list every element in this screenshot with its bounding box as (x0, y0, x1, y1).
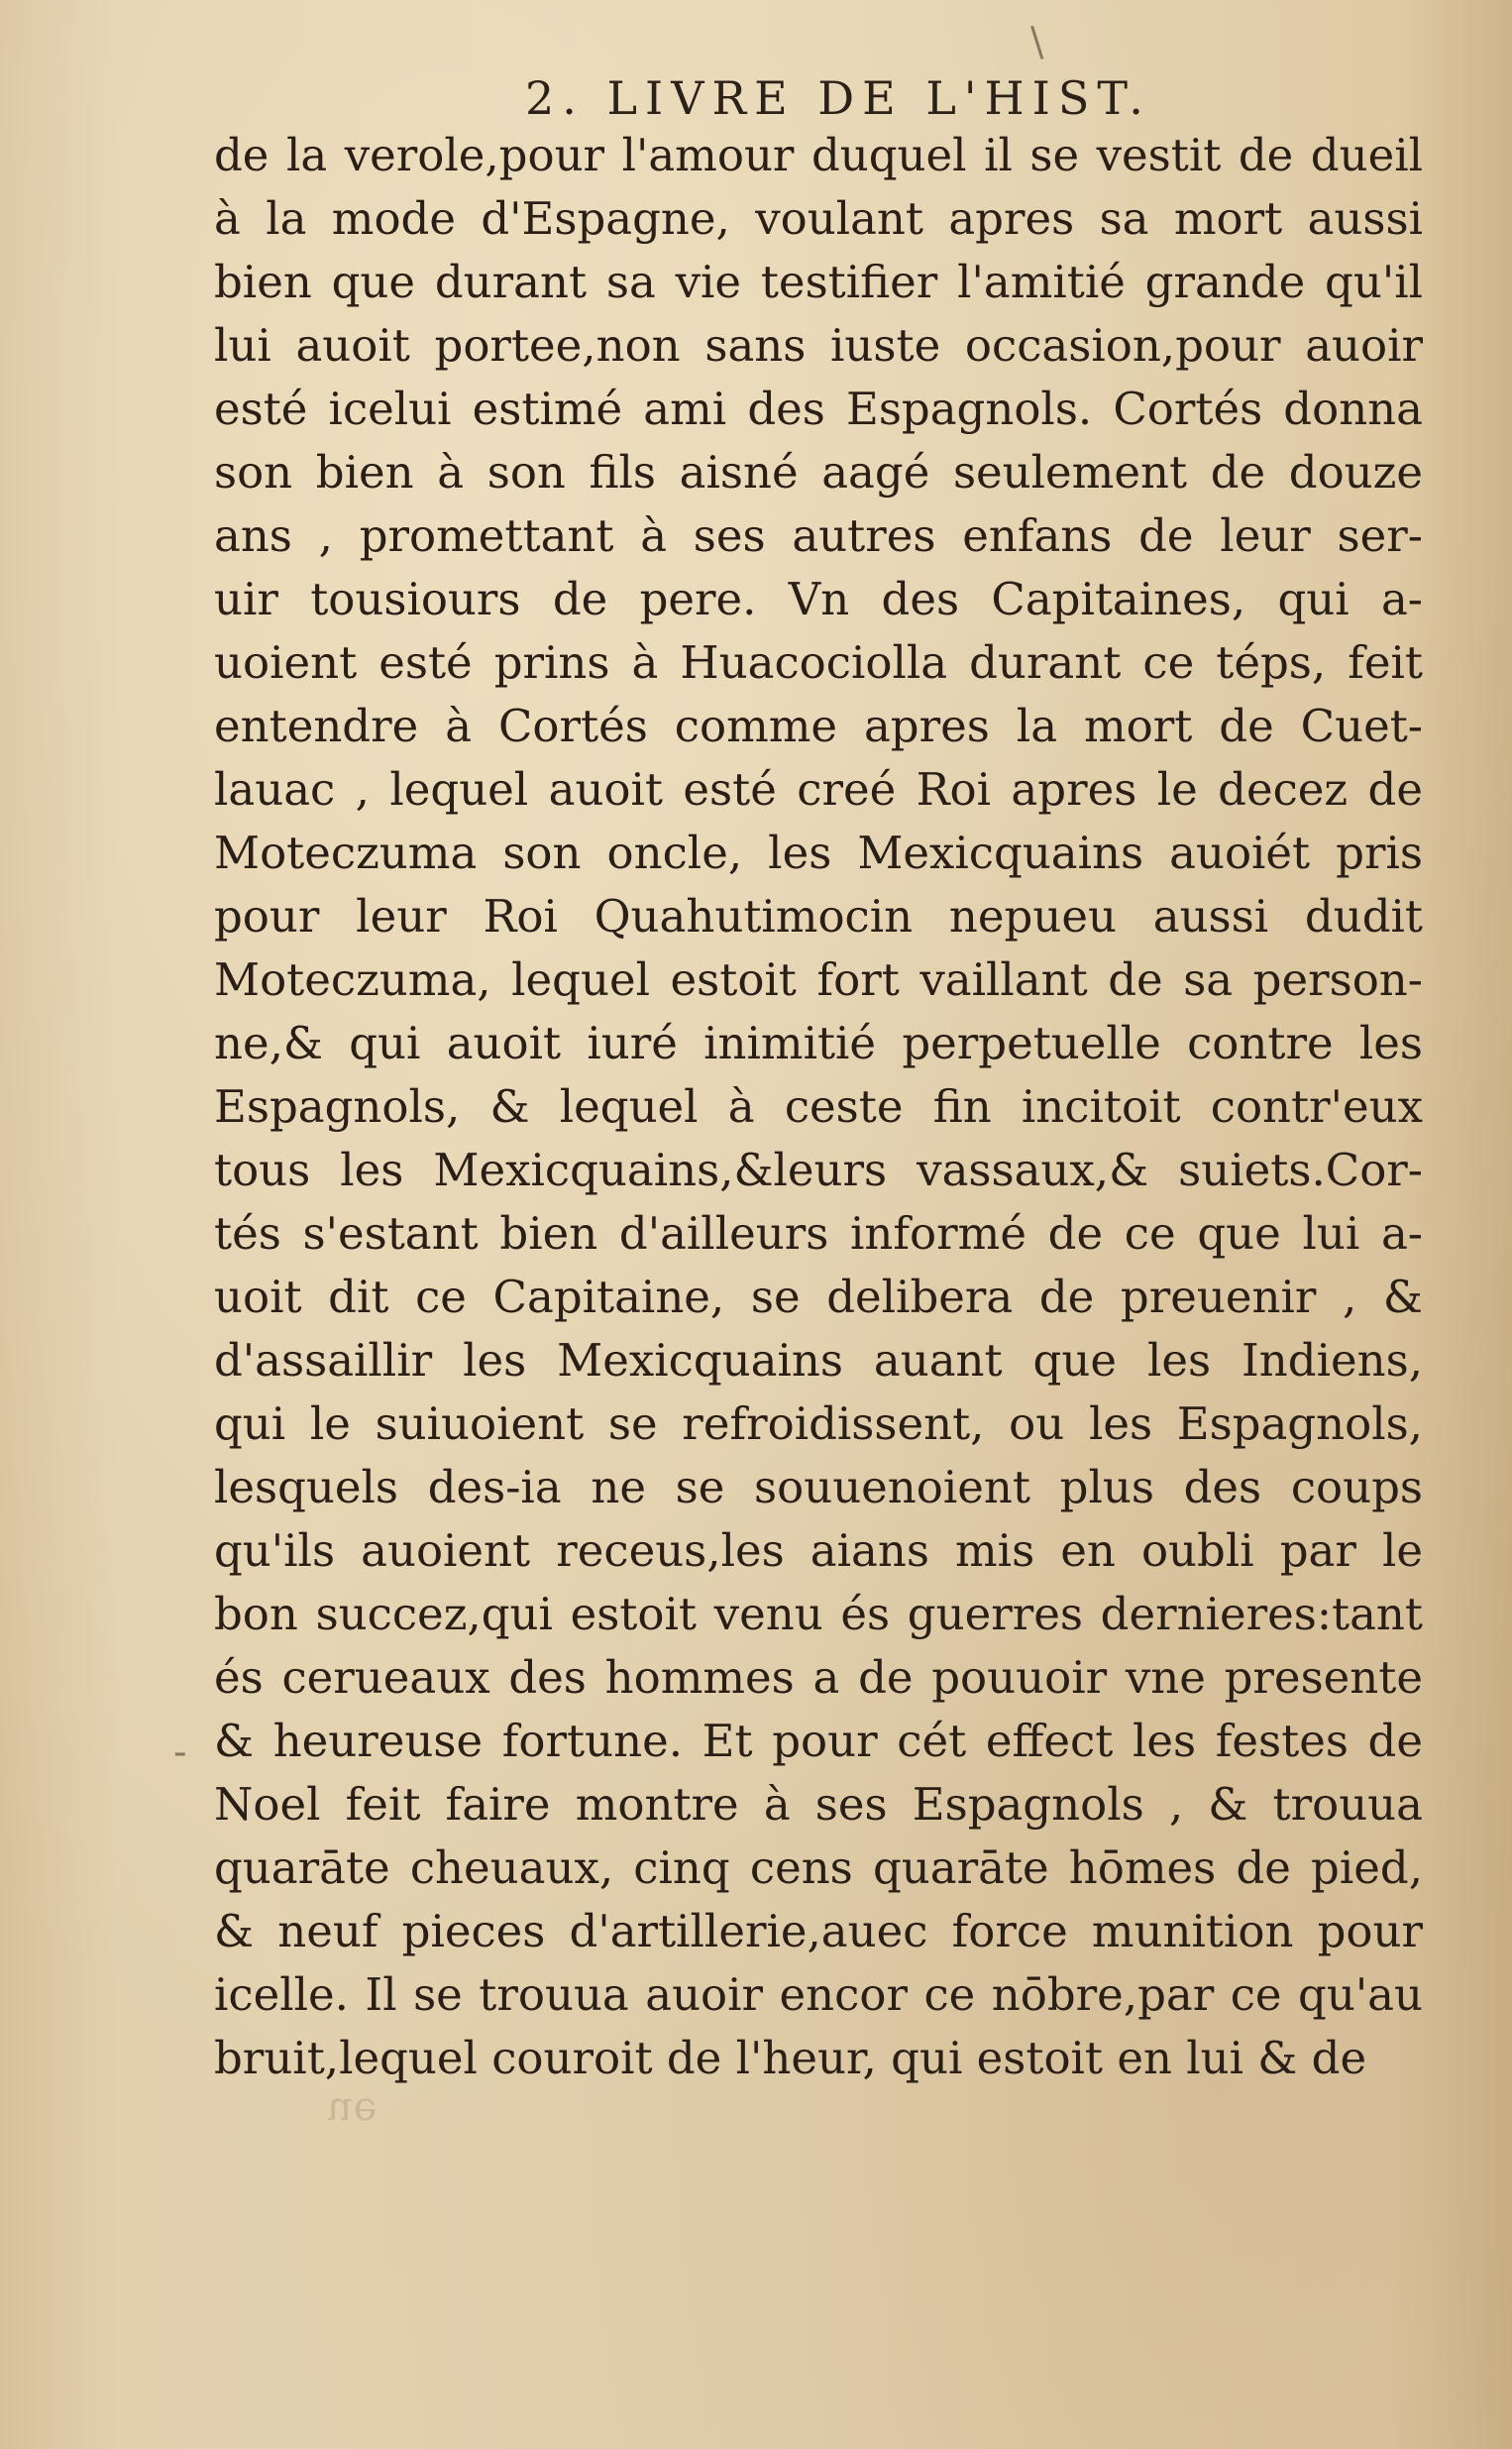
text-line: tés s'estant bien d'ailleurs informé de ce que lui a- (214, 1207, 1423, 1260)
text-line: d'assaillir les Mexicquains auant que les Indiens, (214, 1334, 1423, 1387)
text-line: Moteczuma, lequel estoit fort vaillant de sa person- (214, 953, 1423, 1006)
text-line: son bien à son fils aisné aagé seulement de douze (214, 446, 1423, 499)
text-line: entendre à Cortés comme apres la mort de Cuet- (214, 700, 1423, 752)
text-line: Noel feit faire montre à ses Espagnols , & trouua (214, 1778, 1423, 1831)
text-line: és cerueaux des hommes a de pouuoir vne presente (214, 1651, 1423, 1704)
paper-speck: \ (1030, 20, 1044, 65)
text-line: tous les Mexicquains,&leurs vassaux,& suiets.Cor- (214, 1144, 1423, 1196)
text-line: Moteczuma son oncle, les Mexicquains auoiét pris (214, 827, 1423, 879)
text-line: & neuf pieces d'artillerie,auec force munition pour (214, 1905, 1423, 1957)
body-text (214, 124, 1423, 2090)
text-line: uir tousiours de pere. Vn des Capitaines, qui a- (214, 573, 1423, 625)
text-line: icelle. Il se trouua auoir encor ce nōbre,par ce qu'au (214, 1968, 1423, 2021)
text-line: bien que durant sa vie testifier l'amitié grande qu'il (214, 256, 1423, 308)
text-line: pour leur Roi Quahutimocin nepueu aussi dudit (214, 890, 1423, 943)
text-line: uoit dit ce Capitaine, se delibera de preuenir , & (214, 1271, 1423, 1323)
text-line: quarāte cheuaux, cinq cens quarāte hōmes de pied, (214, 1841, 1423, 1894)
running-head: 2. LIVRE DE L'HIST. (525, 71, 1151, 125)
text-line: uoient esté prins à Huacociolla durant ce téps, feit (214, 636, 1423, 689)
text-line: qui le suiuoient se refroidissent, ou les Espagnols, (214, 1397, 1423, 1450)
text-line: lauac , lequel auoit esté creé Roi apres le decez de (214, 763, 1423, 816)
text-line: ans , promettant à ses autres enfans de leur ser- (214, 509, 1423, 562)
text-line: à la mode d'Espagne, voulant apres sa mort aussi (214, 192, 1423, 245)
text-line: de la verole,pour l'amour duquel il se vestit de dueil (214, 129, 1423, 181)
text-line: qu'ils auoient receus,les aians mis en oubli par le (214, 1524, 1423, 1577)
show-through-text: ue (327, 2089, 378, 2135)
text-line: lesquels des-ia ne se souuenoient plus des coups (214, 1461, 1423, 1513)
text-line: ne,& qui auoit iuré inimitié perpetuelle contre les (214, 1017, 1423, 1069)
text-line: bon succez,qui estoit venu és guerres dernieres:tant (214, 1588, 1423, 1640)
text-line: Espagnols, & lequel à ceste fin incitoit contr'eux (214, 1080, 1423, 1133)
text-line: esté icelui estimé ami des Espagnols. Cortés donna (214, 383, 1423, 435)
text-line: & heureuse fortune. Et pour cét effect les festes de (214, 1715, 1423, 1767)
text-line: bruit,lequel couroit de l'heur, qui estoit en lui & de (214, 2032, 1367, 2084)
paper-speck: - (173, 1729, 187, 1775)
text-line: lui auoit portee,non sans iuste occasion,pour auoir (214, 319, 1423, 372)
